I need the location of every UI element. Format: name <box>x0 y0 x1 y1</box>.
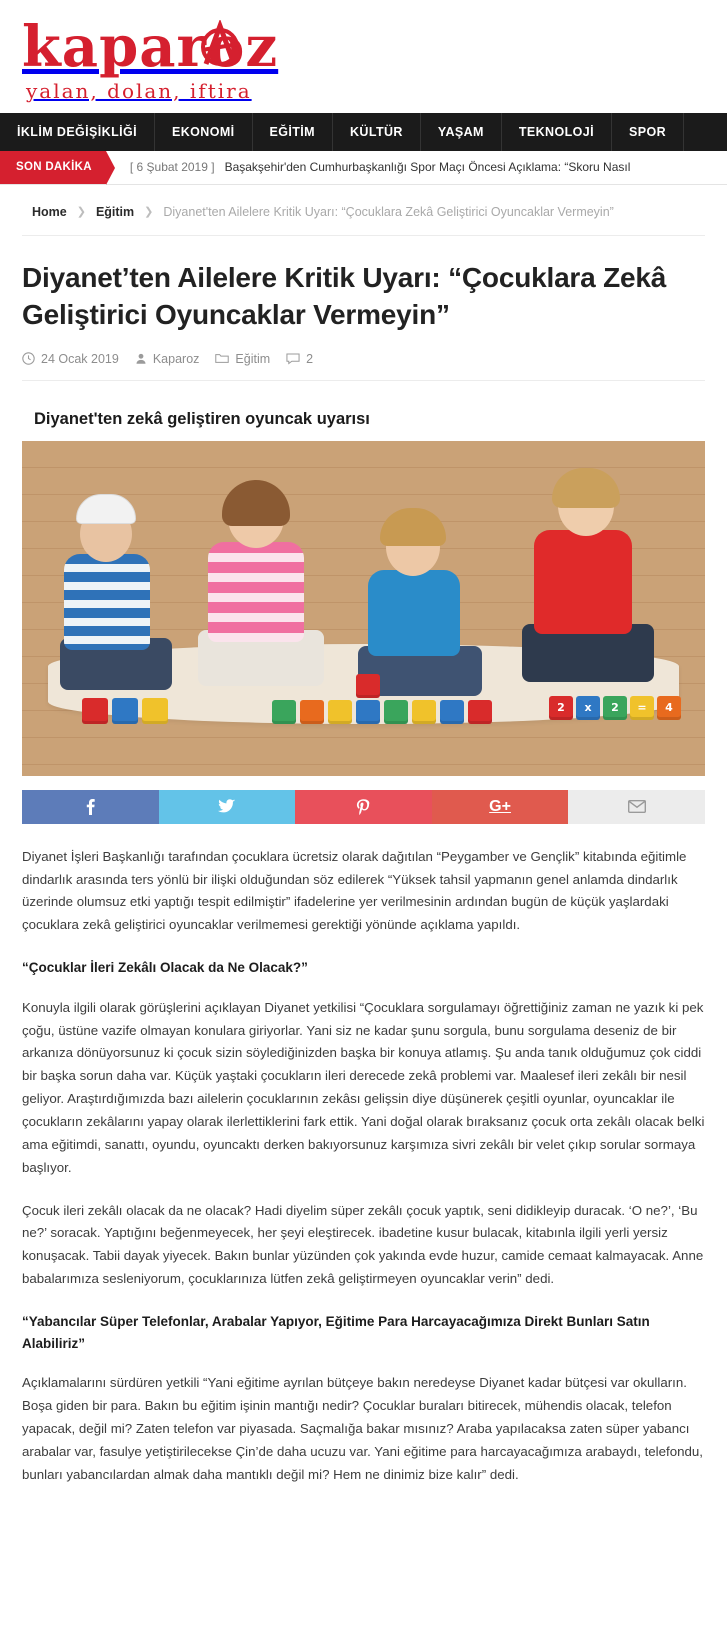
google-plus-icon: G+ <box>489 797 511 815</box>
logo-text: kaparoz <box>22 14 279 80</box>
meta-date <box>22 352 119 366</box>
site-masthead <box>0 0 727 113</box>
clock-icon <box>22 352 35 365</box>
breadcrumb-current: Diyanet'ten Ailelere Kritik Uyarı: “Çocuklara Zekâ Geliştirici Oyuncaklar Vermeyin” <box>163 204 614 219</box>
toy-block <box>328 700 352 724</box>
share-googleplus-button[interactable] <box>432 790 569 824</box>
figure-caption-bar <box>22 399 705 441</box>
share-twitter-button[interactable] <box>159 790 296 824</box>
nav-item-yasam[interactable]: YAŞAM <box>421 113 502 151</box>
meta-comments <box>286 352 313 366</box>
article-paragraph: Konuyla ilgili olarak görüşlerini açıklayan Diyanet yetkilisi “Çocuklara sorgulamayı öğrettiğiniz zaman ne yazık ki pek çoğu, üstüne vazife olmayan konulara giriyorlar. Yani siz ne kadar şunu sorgula, bunu sorgulama deseniz de bir arkanıza dönüyorsunuz ki çocuk sizin söylediğinizden başka bir konuya atlamış. Şu anda tanık olduğumuz çok ciddi bir başka sorun daha var. Küçük yaştaki çocukların ileri derecede zekâ problemi var. Maalesef ileri zekâlı bir nesil geliyor. Araştırdığımızda bazı ailelerin çocuklarının zekâsı gelişsin diye düşünerek çeşitli oyunlar, oyuncaklar ile çocukların zekâlarını yapay olarak ilerlettiklerini fark ettik. Yani doğal olarak bıraksanız çocuk orta zekâlı olacak belki ama eğitimdi, sanattı, oyundu, oyuncaktı derken bakıyorsunuz karşımıza sivri zekâlı bir velet çıkıp sorular sormaya başlıyor. <box>22 999 705 1175</box>
child-hair <box>222 480 290 526</box>
toy-block <box>356 674 380 698</box>
equation-block: 2 <box>603 696 627 720</box>
toy-block <box>384 700 408 724</box>
child-body <box>64 554 150 650</box>
article-paragraph: Çocuk ileri zekâlı olacak da ne olacak? Hadi diyelim süper zekâlı çocuk yaptık, seni didikleyip duracak. ‘O ne?’, ‘Bu ne?’ soracak. Yaptığını beğenmeyecek, her şeyi eleştirecek. ibadetine kusur bulacak, kitabınla ilgili yerli yersiz konuşacak. Tabii dayak yiyecek. Bakın bunlar yüzünden çok yakında evde huzur, camide cemaat kalmayacak. Anne babalarımıza sesleniyorum, çocuklarınıza lütfen zekâ geliştirmeyen oyuncaklar verin” dedi. <box>22 1202 704 1287</box>
child-body <box>368 570 460 656</box>
facebook-icon <box>86 798 95 815</box>
child-figure-4 <box>514 468 664 718</box>
child-figure-1 <box>50 488 178 718</box>
child-hair <box>552 468 620 508</box>
child-cap <box>76 494 136 524</box>
article-paragraph: Diyanet İşleri Başkanlığı tarafından çocuklara ücretsiz olarak dağıtılan “Peygamber ve Gençlik” kitabında eğitimle dindarlık arasında ters yönlü bir ilişki olduğundan söz edilerek “Yüksek tahsil yapmanın genel anlamda dindarlık üzerinde olumsuz etki yaptığı tespit edilmiştir” ifadelerine yer verilmesinin ardından bugün de küçük yaşlardaki çocuklara zekâ geliştirici oyuncaklar verilmemesi gerektiği yönünde açıklama yapıldı. <box>22 848 687 933</box>
meta-author-text[interactable]: Kaparoz <box>152 351 200 366</box>
child-body <box>534 530 632 634</box>
comment-icon <box>286 352 300 365</box>
child-body <box>208 542 304 642</box>
meta-date-text: 24 Ocak 2019 <box>41 351 119 366</box>
toy-block <box>82 698 108 724</box>
equation-block: = <box>630 696 654 720</box>
toy-block <box>300 700 324 724</box>
toy-block <box>440 700 464 724</box>
share-pinterest-button[interactable] <box>295 790 432 824</box>
meta-category-text[interactable]: Eğitim <box>235 351 271 366</box>
article-paragraph: Açıklamalarını sürdüren yetkili “Yani eğitime ayrılan bütçeye bakın neredeyse Diyanet kadar bütçesi var okulların. Boşa giden bir para. Bakın bu eğitim işinin mantığı nedir? Çocuklar buraları bitirecek, mühendis olacak, telefon yapacak, değil mi? Zaten telefon var piyasada. Saçmalığa bakar mısınız? Araba yapılacaksa zaten süper yabancı arabalar var, fasulye yetiştirilecekse Çin’de daha ucuzu var. Yani eğitime para harcayacağımıza arabaydı, telefondu, bunları yabancılardan almak daha mantıklı değil mi? Hem ne dinimiz bize kalır” dedi. <box>22 1375 703 1482</box>
toy-block <box>142 698 168 724</box>
envelope-icon <box>628 800 646 813</box>
nav-item-kultur[interactable]: KÜLTÜR <box>333 113 421 151</box>
toy-block <box>112 698 138 724</box>
breadcrumb <box>22 185 705 236</box>
breaking-news-ticker[interactable] <box>106 151 631 184</box>
toy-block <box>468 700 492 724</box>
equation-blocks <box>549 696 681 720</box>
nav-item-spor[interactable]: SPOR <box>612 113 684 151</box>
logo-tagline: yalan, dolan, iftira <box>26 78 252 103</box>
nav-item-teknoloji[interactable]: TEKNOLOJİ <box>502 113 612 151</box>
meta-author <box>135 352 200 366</box>
share-email-button[interactable] <box>568 790 705 824</box>
figure-caption-text: Diyanet'ten zekâ geliştiren oyuncak uyarısı <box>34 410 370 429</box>
breadcrumb-category[interactable]: Eğitim <box>95 204 135 219</box>
breaking-news-headline[interactable]: Başakşehir'den Cumhurbaşkanlığı Spor Maçı Öncesi Açıklama: “Skoru Nasıl <box>224 160 631 175</box>
breaking-news-badge: SON DAKİKA <box>0 151 106 184</box>
meta-category <box>215 352 270 366</box>
meta-comments-count: 2 <box>306 351 314 366</box>
main-navigation[interactable] <box>0 113 727 151</box>
pinterest-icon <box>356 799 371 815</box>
article-meta <box>22 352 705 381</box>
equation-block: 4 <box>657 696 681 720</box>
twitter-icon <box>218 799 235 814</box>
page-title: Diyanet’ten Ailelere Kritik Uyarı: “Çocuklara Zekâ Geliştirici Oyuncaklar Vermeyin” <box>22 261 667 330</box>
equation-block: 2 <box>549 696 573 720</box>
child-figure-2 <box>190 478 330 718</box>
breadcrumb-home[interactable]: Home <box>32 204 67 219</box>
article-subheading: “Çocuklar İleri Zekâlı Olacak da Ne Olacak?” <box>22 960 308 976</box>
nav-item-iklim-degisikligi[interactable]: İKLİM DEĞİŞİKLİĞİ <box>0 113 155 151</box>
toy-block <box>356 700 380 724</box>
folder-icon <box>215 352 229 365</box>
toy-block <box>272 700 296 724</box>
user-icon <box>135 352 147 365</box>
breaking-news-bar <box>0 151 727 185</box>
child-hair <box>380 508 446 546</box>
breaking-news-date: [ 6 Şubat 2019 ] <box>129 160 215 175</box>
chevron-right-icon: ❯ <box>144 206 154 219</box>
article-body <box>22 824 705 1537</box>
nav-item-ekonomi[interactable]: EKONOMİ <box>155 113 253 151</box>
equation-block: x <box>576 696 600 720</box>
toy-block <box>412 700 436 724</box>
nav-item-egitim[interactable]: EĞİTİM <box>253 113 333 151</box>
site-logo[interactable] <box>22 14 279 103</box>
chevron-right-icon: ❯ <box>76 206 86 219</box>
share-facebook-button[interactable] <box>22 790 159 824</box>
article-subheading: “Yabancılar Süper Telefonlar, Arabalar Yapıyor, Eğitime Para Harcayacağımıza Direkt Bunları Satın Alabiliriz” <box>22 1314 650 1351</box>
article-featured-image <box>22 399 705 776</box>
share-bar <box>22 790 705 824</box>
